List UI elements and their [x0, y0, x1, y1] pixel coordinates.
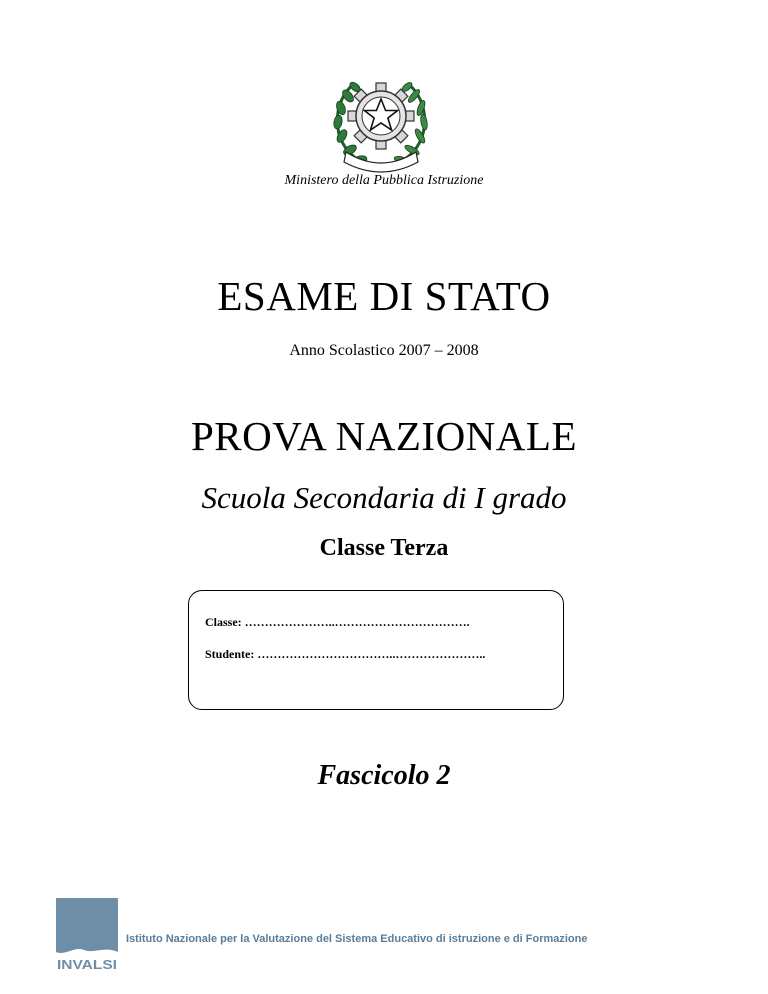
italian-republic-emblem-icon	[328, 70, 434, 174]
classe-field: Classe: …………………..…………………………….	[205, 615, 470, 629]
page-title: ESAME DI STATO	[217, 273, 551, 319]
svg-text:INVALSI: INVALSI	[57, 957, 117, 970]
school-level: Scuola Secondaria di I grado	[201, 480, 567, 515]
invalsi-logo-icon	[54, 896, 122, 970]
studente-field: Studente: ……………………………..…………………..	[205, 647, 486, 661]
school-year: Anno Scolastico 2007 – 2008	[289, 342, 479, 359]
institute-name: Istituto Nazionale per la Valutazione del Sistema Educativo di istruzione e di Formazione	[126, 933, 588, 945]
booklet-label: Fascicolo 2	[317, 760, 451, 791]
exam-title: PROVA NAZIONALE	[190, 413, 577, 459]
student-info-box	[188, 590, 564, 710]
ministry-name: Ministero della Pubblica Istruzione	[284, 173, 484, 188]
class-level: Classe Terza	[319, 535, 449, 561]
